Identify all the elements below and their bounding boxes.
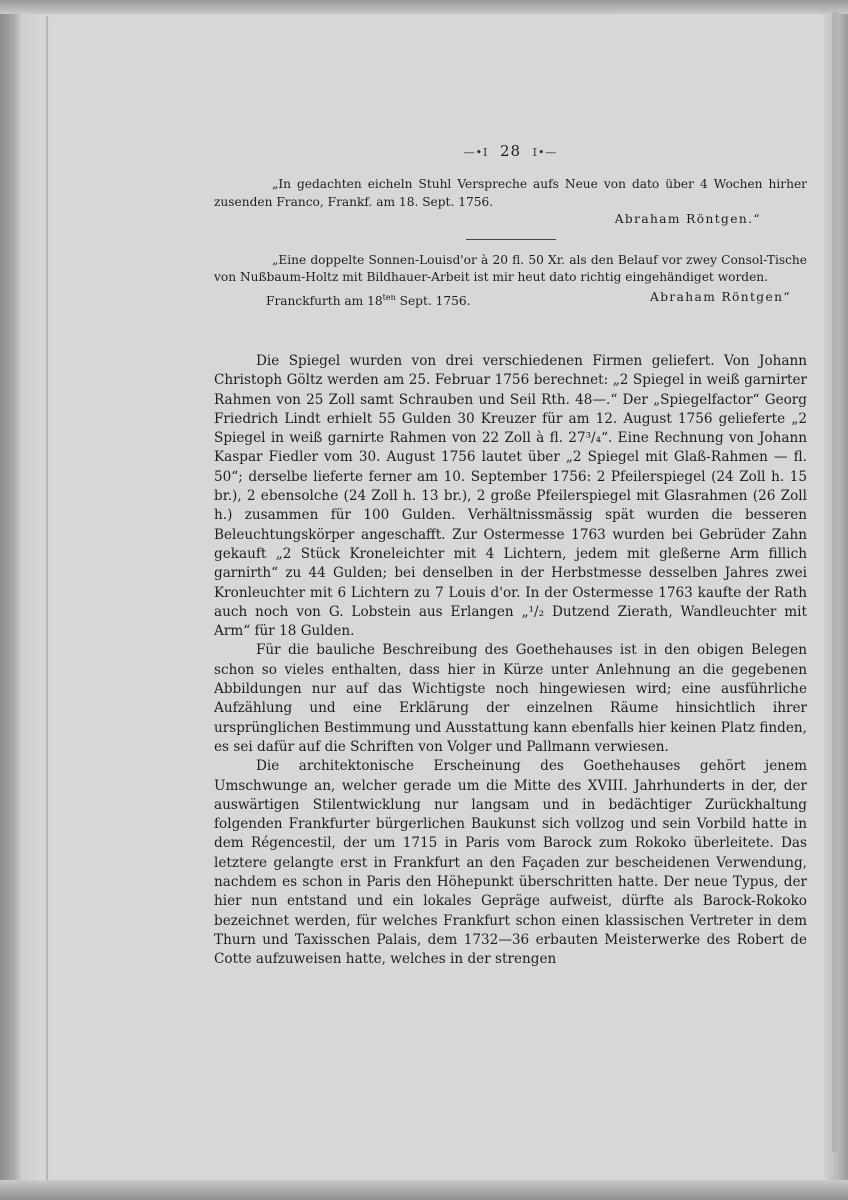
paragraph-3: Die architektonische Erscheinung des Goethehauses gehört jenem Umschwunge an, welcher gerade um die Mitte des XVIII. Jahrhunderts in der, der auswärtigen Stilentwicklung nur langsam und in bedächtiger Zurückhaltung folgenden Frankfurter bürgerlichen Baukunst sich vollzog und sein Vorbild hatte in dem Régencestil, der um 1715 in Paris vom Barock zum Rokoko überleitete. Das letztere gelangte erst in Frankfurt an den Façaden zur bescheidenen Verwendung, nachdem es schon in Paris den Höhepunkt überschritten hatte. Der neue Typus, der hier nun entstand und ein lokales Gepräge aufweist, dürfte als Barock-Rokoko bezeichnet werden, für welches Frankfurt schon einen klassischen Vertreter in dem Thurn und Taxisschen Palais, dem 1732—36 erbauten Meisterwerke des Robert de Cotte aufzuweisen hatte, welches in der strengen bbox=[214, 758, 807, 968]
page-number: 28 bbox=[499, 142, 522, 160]
page-number-line bbox=[214, 142, 807, 160]
paper-sheet bbox=[52, 18, 824, 1182]
separator-rule bbox=[466, 239, 556, 240]
paragraph-1: Die Spiegel wurden von drei verschiedenen Firmen geliefert. Von Johann Christoph Göltz werden am 25. Februar 1756 berechnet: „2 Spiegel in weiß garnirter Rahmen von 25 Zoll samt Schrauben und Seil Rth. 48—.“ Der „Spiegelfactor“ Georg Friedrich Lindt erhielt 55 Gulden 30 Kreuzer für am 12. August 1756 gelieferte „2 Spiegel in weiß garnirte Rahmen von 22 Zoll à fl. 27³/₄“. Eine Rechnung von Johann Kaspar Fiedler vom 30. August 1756 lautet über „2 Spiegel mit Glaß-Rahmen — fl. 50“; derselbe lieferte ferner am 10. September 1756: 2 Pfeilerspiegel (24 Zoll h. 15 br.), 2 ebensolche (24 Zoll h. 13 br.), 2 große Pfeilerspiegel mit Glasrahmen (26 Zoll h.) zusammen für 100 Gulden. Verhältnissmässig spät wurden die besseren Beleuchtungskörper angeschafft. Zur Ostermesse 1763 wurden bei Gebrüder Zahn gekauft „2 Stück Kroneleichter mit 4 Lichtern, jedem mit gleßerne Arm fillich garnirth“ zu 44 Gulden; bei denselben in der Herbstmesse desselben Jahres zwei Kronleuchter mit 6 Lichtern zu 7 Louis d'or. In der Ostermesse 1763 kaufte der Rath auch noch von G. Lobstein aus Erlangen „¹/₂ Dutzend Zierath, Wandleuchter mit Arm“ für 18 Gulden. bbox=[214, 353, 807, 640]
page-fold bbox=[46, 16, 48, 1186]
body-text bbox=[214, 352, 807, 970]
scan-edge-top bbox=[0, 0, 848, 14]
letter-1-text: „In gedachten eicheln Stuhl Verspreche aufs Neue von dato über 4 Wochen hirher zusenden Franco, Frankf. am 18. Sept. 1756. bbox=[214, 177, 807, 209]
ornament-right: I•— bbox=[532, 146, 558, 159]
letter-2-footer bbox=[214, 289, 807, 311]
letter-2-place-date: Franckfurth am $18^{ten}$ Sept. 1756. bbox=[266, 292, 471, 308]
paragraph-2: Für die bauliche Beschreibung des Goethehauses ist in den obigen Belegen schon so vieles enthalten, dass hier in Kürze unter Anlehnung an die gegebenen Abbildungen nur auf das Wichtigste noch hingewiesen wird; eine ausführliche Aufzählung und eine Erklärung der einzelnen Räume hinsichtlich ihrer ursprünglichen Bestimmung und Ausstattung kann ebenfalls hier keinen Platz finden, es sei dafür auf die Schriften von Volger und Pallmann verwiesen. bbox=[214, 642, 807, 755]
ornament-left: —•I bbox=[463, 146, 489, 159]
quoted-letters bbox=[214, 176, 807, 310]
letter-2-text: „Eine doppelte Sonnen-Louisd'or à 20 fl. 50 Xr. als den Belauf vor zwey Consol-Tische von Nußbaum-Holtz mit Bildhauer-Arbeit ist mir heut dato richtig eingehändiget worden. bbox=[214, 252, 807, 284]
scan-edge-right bbox=[832, 12, 838, 1152]
scan-edge-bottom bbox=[0, 1180, 848, 1200]
letter-1-signature: Abraham Röntgen.“ bbox=[614, 212, 761, 226]
letter-2-signature: Abraham Röntgen“ bbox=[650, 289, 791, 304]
